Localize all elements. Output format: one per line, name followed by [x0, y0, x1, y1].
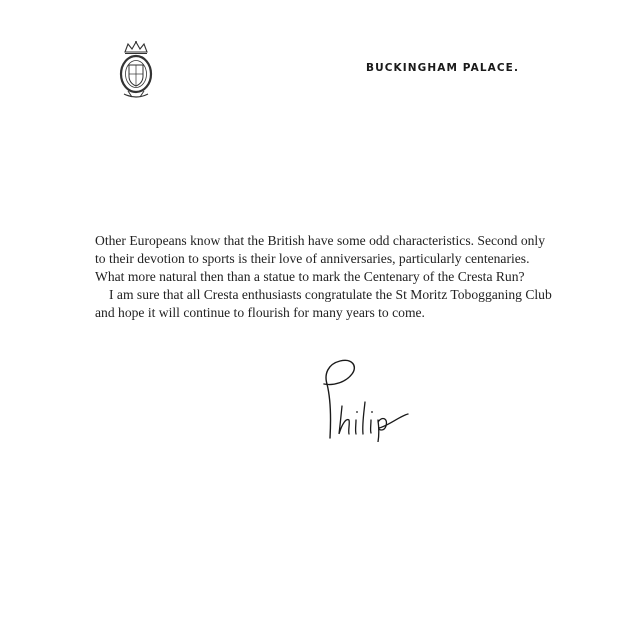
letter-body: [95, 232, 555, 322]
royal-crest-icon: [113, 40, 159, 102]
letterhead-address: BUCKINGHAM PALACE.: [366, 62, 520, 74]
handwritten-signature: [318, 350, 418, 442]
letter-paragraph: I am sure that all Cresta enthusiasts congratulate the St Moritz Tobogganing Club and hope it will continue to flourish for many years to come.: [95, 287, 552, 320]
letter-paragraph: Other Europeans know that the British have some odd characteristics. Second only to their devotion to sports is their love of anniversaries, particularly centenaries. What more natural then than a statue to mark the Centenary of the Cresta Run?: [95, 233, 545, 284]
